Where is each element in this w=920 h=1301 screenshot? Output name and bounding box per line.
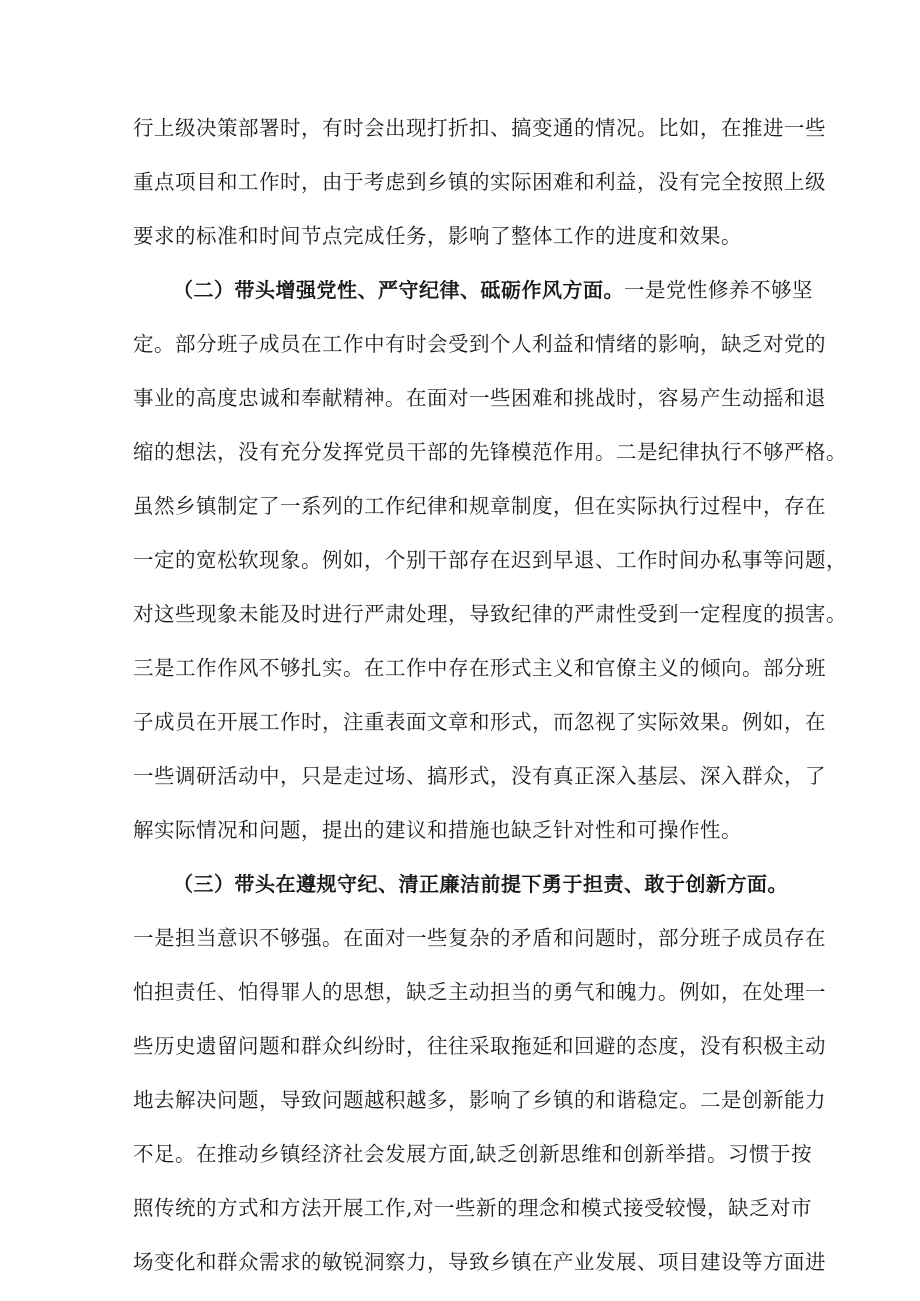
section-3-first-line — [173, 864, 793, 904]
text-line: 地去解决问题，导致问题越积越多，影响了乡镇的和谐稳定。二是创新能力 — [133, 1088, 826, 1112]
text-line: 对这些现象未能及时进行严肃处理，导致纪律的严肃性受到一定程度的损害。 — [133, 602, 847, 626]
text-line: 怕担责任、怕得罪人的思想，缺乏主动担当的勇气和魄力。例如，在处理一 — [133, 980, 826, 1004]
section-3-heading: （三）带头在遵规守纪、清正廉洁前提下勇于担责、敢于创新方面。 — [173, 872, 788, 896]
text-line: 要求的标准和时间节点完成任务，影响了整体工作的进度和效果。 — [133, 224, 742, 248]
text-line: 三是工作作风不够扎实。在工作中存在形式主义和官僚主义的倾向。部分班 — [133, 656, 826, 680]
text-line: 子成员在开展工作时，注重表面文章和形式，而忽视了实际效果。例如，在 — [133, 710, 826, 734]
text-line: 一定的宽松软现象。例如，个别干部存在迟到早退、工作时间办私事等问题， — [133, 548, 847, 572]
text-line: 不足。在推动乡镇经济社会发展方面,缺乏创新思维和创新举措。习惯于按 — [133, 1142, 813, 1166]
section-2-first-line — [173, 270, 813, 310]
text-line: 缩的想法，没有充分发挥党员干部的先锋模范作用。二是纪律执行不够严格。 — [133, 440, 847, 464]
section-2-heading: （二）带头增强党性、严守纪律、砥砺作风方面。 — [173, 278, 624, 302]
text-line: 行上级决策部署时，有时会出现打折扣、搞变通的情况。比如，在推进一些 — [133, 116, 826, 140]
section-2-lead: 一是党性修养不够坚 — [624, 278, 813, 302]
text-line: 重点项目和工作时，由于考虑到乡镇的实际困难和利益，没有完全按照上级 — [133, 170, 826, 194]
text-line: 虽然乡镇制定了一系列的工作纪律和规章制度，但在实际执行过程中，存在 — [133, 494, 826, 518]
text-line: 一些调研活动中，只是走过场、搞形式，没有真正深入基层、深入群众，了 — [133, 764, 826, 788]
text-line: 事业的高度忠诚和奉献精神。在面对一些困难和挑战时，容易产生动摇和退 — [133, 386, 826, 410]
text-line: 照传统的方式和方法开展工作,对一些新的理念和模式接受较慢，缺乏对市 — [133, 1196, 813, 1220]
text-line: 一是担当意识不够强。在面对一些复杂的矛盾和问题时，部分班子成员存在 — [133, 926, 826, 950]
text-line: 解实际情况和问题，提出的建议和措施也缺乏针对性和可操作性。 — [133, 818, 742, 842]
text-line: 场变化和群众需求的敏锐洞察力，导致乡镇在产业发展、项目建设等方面进 — [133, 1250, 826, 1274]
text-line: 些历史遗留问题和群众纠纷时，往往采取拖延和回避的态度，没有积极主动 — [133, 1034, 826, 1058]
text-line: 定。部分班子成员在工作中有时会受到个人利益和情绪的影响，缺乏对党的 — [133, 332, 826, 356]
